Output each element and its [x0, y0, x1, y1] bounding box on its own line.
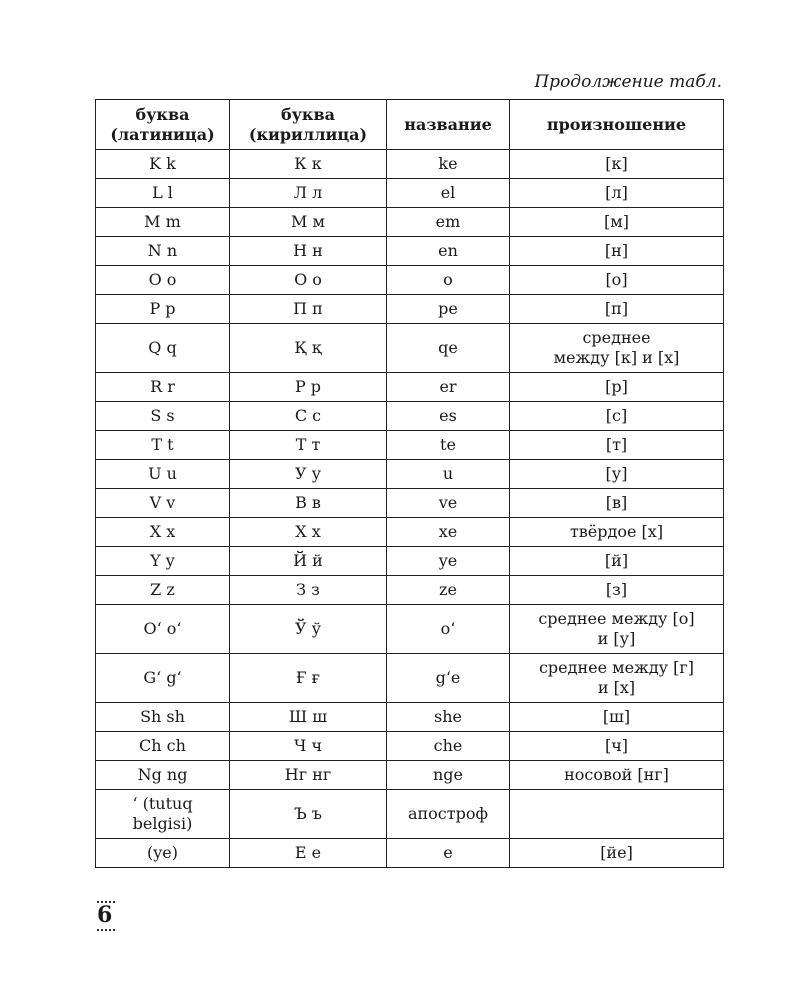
cyrillic-letter-cell: У у [230, 460, 387, 489]
table-header-row [96, 100, 724, 150]
cyrillic-letter-cell: Т т [230, 431, 387, 460]
dots-decoration-bottom [97, 929, 115, 933]
pronunciation-cell: [йе] [510, 839, 724, 868]
table-row [96, 839, 724, 868]
cyrillic-letter-cell: Ш ш [230, 703, 387, 732]
latin-letter-cell: O‘ o‘ [96, 605, 230, 654]
latin-letter-cell: Ch ch [96, 732, 230, 761]
letter-name-cell: nge [387, 761, 510, 790]
pronunciation-cell: [у] [510, 460, 724, 489]
latin-letter-cell: T t [96, 431, 230, 460]
cyrillic-letter-cell: Ў ў [230, 605, 387, 654]
cyrillic-letter-cell: Х х [230, 518, 387, 547]
pronunciation-cell: [л] [510, 179, 724, 208]
letter-name-cell: en [387, 237, 510, 266]
letter-name-cell: ze [387, 576, 510, 605]
table-row [96, 460, 724, 489]
table-row [96, 703, 724, 732]
table-row [96, 547, 724, 576]
cyrillic-letter-cell: Нг нг [230, 761, 387, 790]
letter-name-cell: ve [387, 489, 510, 518]
cyrillic-letter-cell: О о [230, 266, 387, 295]
letter-name-cell: u [387, 460, 510, 489]
letter-name-cell: o [387, 266, 510, 295]
pronunciation-cell: [п] [510, 295, 724, 324]
pronunciation-cell: [р] [510, 373, 724, 402]
header-name: название [387, 100, 510, 150]
letter-name-cell: she [387, 703, 510, 732]
header-cyrillic-letter: буква (кириллица) [230, 100, 387, 150]
letter-name-cell: er [387, 373, 510, 402]
table-row [96, 431, 724, 460]
letter-name-cell: qe [387, 324, 510, 373]
latin-letter-cell: Ng ng [96, 761, 230, 790]
pronunciation-cell: [к] [510, 150, 724, 179]
cyrillic-letter-cell: Ъ ъ [230, 790, 387, 839]
page-number [97, 898, 113, 928]
pronunciation-cell: [ч] [510, 732, 724, 761]
pronunciation-cell: [с] [510, 402, 724, 431]
table-row [96, 150, 724, 179]
latin-letter-cell: X x [96, 518, 230, 547]
table-row [96, 518, 724, 547]
pronunciation-cell: носовой [нг] [510, 761, 724, 790]
latin-letter-cell: S s [96, 402, 230, 431]
letter-name-cell: апостроф [387, 790, 510, 839]
cyrillic-letter-cell: Н н [230, 237, 387, 266]
table-row [96, 605, 724, 654]
table-row [96, 324, 724, 373]
cyrillic-letter-cell: Е е [230, 839, 387, 868]
latin-letter-cell: N n [96, 237, 230, 266]
pronunciation-cell: [н] [510, 237, 724, 266]
latin-letter-cell: Sh sh [96, 703, 230, 732]
pronunciation-cell: [з] [510, 576, 724, 605]
letter-name-cell: e [387, 839, 510, 868]
latin-letter-cell: M m [96, 208, 230, 237]
table-row [96, 761, 724, 790]
latin-letter-cell: P p [96, 295, 230, 324]
table-body [96, 150, 724, 868]
latin-letter-cell: (ye) [96, 839, 230, 868]
letter-name-cell: g‘e [387, 654, 510, 703]
table-continuation-caption: Продолжение табл. [534, 72, 722, 92]
cyrillic-letter-cell: Ғ ғ [230, 654, 387, 703]
cyrillic-letter-cell: М м [230, 208, 387, 237]
table-row [96, 295, 724, 324]
cyrillic-letter-cell: С с [230, 402, 387, 431]
cyrillic-letter-cell: К к [230, 150, 387, 179]
table-row [96, 489, 724, 518]
latin-letter-cell: Z z [96, 576, 230, 605]
table-row [96, 732, 724, 761]
letter-name-cell: ke [387, 150, 510, 179]
pronunciation-cell: среднее между [г] и [х] [510, 654, 724, 703]
pronunciation-cell [510, 790, 724, 839]
latin-letter-cell: V v [96, 489, 230, 518]
latin-letter-cell: ‘ (tutuq belgisi) [96, 790, 230, 839]
cyrillic-letter-cell: Р р [230, 373, 387, 402]
letter-name-cell: te [387, 431, 510, 460]
letter-name-cell: em [387, 208, 510, 237]
letter-name-cell: xe [387, 518, 510, 547]
table-row [96, 790, 724, 839]
pronunciation-cell: твёрдое [х] [510, 518, 724, 547]
alphabet-table [95, 99, 724, 868]
cyrillic-letter-cell: П п [230, 295, 387, 324]
latin-letter-cell: R r [96, 373, 230, 402]
table-row [96, 179, 724, 208]
pronunciation-cell: [т] [510, 431, 724, 460]
cyrillic-letter-cell: Қ қ [230, 324, 387, 373]
header-pronunciation: произношение [510, 100, 724, 150]
latin-letter-cell: U u [96, 460, 230, 489]
letter-name-cell: ye [387, 547, 510, 576]
latin-letter-cell: G‘ g‘ [96, 654, 230, 703]
cyrillic-letter-cell: В в [230, 489, 387, 518]
letter-name-cell: el [387, 179, 510, 208]
pronunciation-cell: среднее между [к] и [х] [510, 324, 724, 373]
table-row [96, 208, 724, 237]
cyrillic-letter-cell: З з [230, 576, 387, 605]
pronunciation-cell: [о] [510, 266, 724, 295]
table-row [96, 237, 724, 266]
pronunciation-cell: [й] [510, 547, 724, 576]
table-row [96, 654, 724, 703]
cyrillic-letter-cell: Й й [230, 547, 387, 576]
latin-letter-cell: Y y [96, 547, 230, 576]
pronunciation-cell: [ш] [510, 703, 724, 732]
cyrillic-letter-cell: Л л [230, 179, 387, 208]
letter-name-cell: es [387, 402, 510, 431]
pronunciation-cell: [в] [510, 489, 724, 518]
cyrillic-letter-cell: Ч ч [230, 732, 387, 761]
latin-letter-cell: O o [96, 266, 230, 295]
pronunciation-cell: [м] [510, 208, 724, 237]
table-row [96, 402, 724, 431]
table-row [96, 373, 724, 402]
letter-name-cell: pe [387, 295, 510, 324]
header-latin-letter: буква (латиница) [96, 100, 230, 150]
letter-name-cell: che [387, 732, 510, 761]
latin-letter-cell: L l [96, 179, 230, 208]
pronunciation-cell: среднее между [о] и [у] [510, 605, 724, 654]
table-row [96, 576, 724, 605]
page-number-value: 6 [97, 902, 113, 928]
table-row [96, 266, 724, 295]
latin-letter-cell: Q q [96, 324, 230, 373]
latin-letter-cell: K k [96, 150, 230, 179]
letter-name-cell: o‘ [387, 605, 510, 654]
